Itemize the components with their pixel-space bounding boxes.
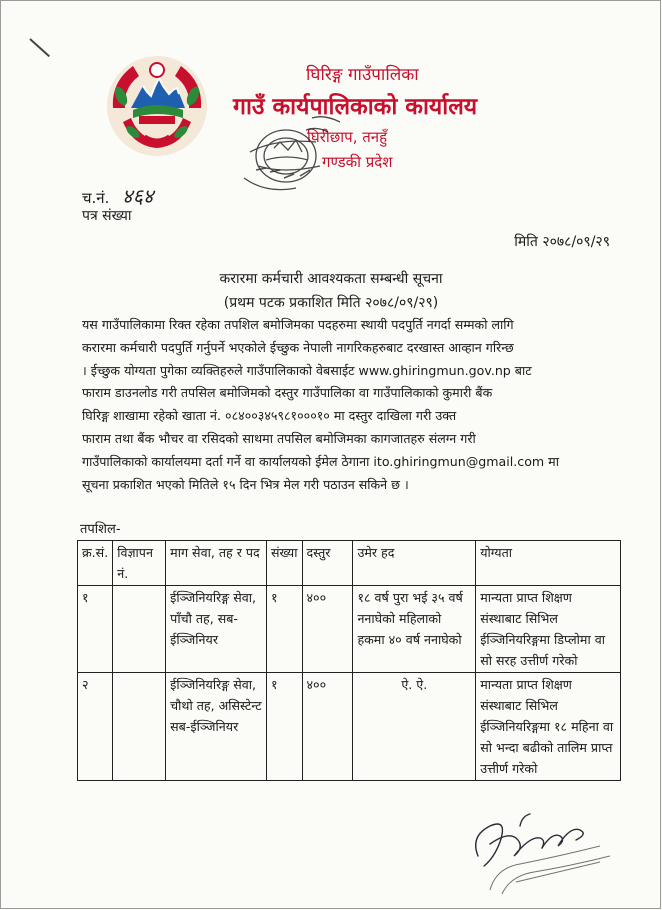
notice-line: सूचना प्रकाशित भएको मितिले १५ दिन भित्र मेल गरी पठाउन सकिने छ । — [82, 476, 409, 492]
municipality-name: घिरिङ्ग गाउँपालिका — [306, 65, 419, 85]
letter-reference-label: पत्र संख्या — [82, 208, 132, 224]
cell-post: ईञ्जिनियरिङ्ग सेवा, पाँचौ तह, सब-ईञ्जिनियर — [166, 586, 267, 673]
notice-line: करारमा कर्मचारी पदपुर्ति गर्नुपर्ने भएकोले ईच्छुक नेपाली नागरिकहरुबाट दरखास्त आव्हान गरिन्छ — [82, 339, 514, 355]
nepal-government-emblem-icon — [103, 52, 211, 160]
signature — [460, 796, 620, 896]
table-header-row — [78, 541, 621, 586]
cell-count: १ — [267, 673, 302, 781]
notice-line: । ईच्छुक योग्यता पुगेका व्यक्तिहरुले गाउँपालिकाको वेबसाईट www.ghiringmun.gov.np बाट — [82, 362, 532, 378]
notice-subtitle: (प्रथम पटक प्रकाशित मिति २०७८/०९/२९) — [223, 295, 439, 311]
province-name: गण्डकी प्रदेश — [322, 153, 393, 171]
cell-fee: ४०० — [302, 673, 353, 781]
col-header-serial: क्र.सं. — [78, 541, 113, 586]
col-header-fee: दस्तुर — [302, 541, 353, 586]
cell-age-limit: १८ वर्ष पुरा भई ३५ वर्ष ननाघेको महिलाको हकमा ४० वर्ष ननाघेको — [353, 586, 476, 673]
dispatch-number-value: ४६४ — [122, 184, 154, 208]
cell-post: ईञ्जिनियरिङ्ग सेवा, चौथो तह, असिस्टेन्ट सब-ईञ्जिनियर — [166, 673, 267, 781]
col-header-count: संख्या — [267, 541, 302, 586]
table-row — [78, 673, 621, 781]
notice-line: फाराम डाउनलोड गरी तपसिल बमोजिमको दस्तुर गाउँपालिका वा गाउँपालिकाको कुमारी बैंक — [82, 385, 493, 401]
details-label: तपशिल- — [80, 522, 121, 537]
notice-title: करारमा कर्मचारी आवश्यकता सम्बन्धी सूचना — [219, 271, 443, 287]
cell-advert-no — [113, 586, 166, 673]
table-row — [78, 586, 621, 673]
col-header-post: माग सेवा, तह र पद — [166, 541, 267, 586]
notice-line: घिरिङ्ग शाखामा रहेको खाता नं. ०८४००३४५९८१०००१० मा दस्तुर दाखिला गरी उक्त — [82, 408, 457, 424]
letter-date: मिति २०७८/०९/२९ — [514, 234, 610, 250]
office-address: घिरीछाप, तनहुँ — [307, 128, 388, 146]
notice-body — [82, 314, 592, 496]
cell-qualification: मान्यता प्राप्त शिक्षण संस्थाबाट सिभिल ईञ्जिनियरिङ्गमा डिप्लोमा वा सो सरह उत्तीर्ण गरेको — [476, 586, 621, 673]
cell-age-limit: ऐ. ऐ. — [353, 673, 476, 781]
cell-fee: ४०० — [302, 586, 353, 673]
notice-line: फाराम तथा बैंक भौचर वा रसिदको साथमा तपसिल बमोजिमका कागजातहरु संलग्न गरी — [82, 430, 476, 446]
col-header-advert-no: विज्ञापन नं. — [113, 541, 166, 586]
cell-serial: २ — [78, 673, 113, 781]
vacancy-table — [77, 540, 621, 781]
official-stamp — [236, 108, 354, 202]
col-header-age-limit: उमेर हद — [353, 541, 476, 586]
dispatch-number-label: च.नं. — [82, 189, 110, 207]
cell-advert-no — [113, 673, 166, 781]
notice-line: यस गाउँपालिकामा रिक्त रहेका तपशिल बमोजिमका पदहरुमा स्थायी पदपुर्ति नगर्दा सम्मको लागि — [82, 317, 514, 332]
cell-count: १ — [267, 586, 302, 673]
dispatch-number — [82, 182, 153, 209]
cell-qualification: मान्यता प्राप्त शिक्षण संस्थाबाट सिभिल ईञ्जिनियरिङ्गमा १८ महिना वा सो भन्दा बढीको तालिम प्राप्त उत्तीर्ण गरेको — [476, 673, 621, 781]
cell-serial: १ — [78, 586, 113, 673]
office-name: गाउँ कार्यपालिकाको कार्यालय — [233, 94, 478, 120]
notice-line: गाउँपालिकाको कार्यालयमा दर्ता गर्ने वा कार्यालयको ईमेल ठेगाना ito.ghiringmun@gmail.com मा — [82, 453, 559, 469]
col-header-qualification: योग्यता — [476, 541, 621, 586]
